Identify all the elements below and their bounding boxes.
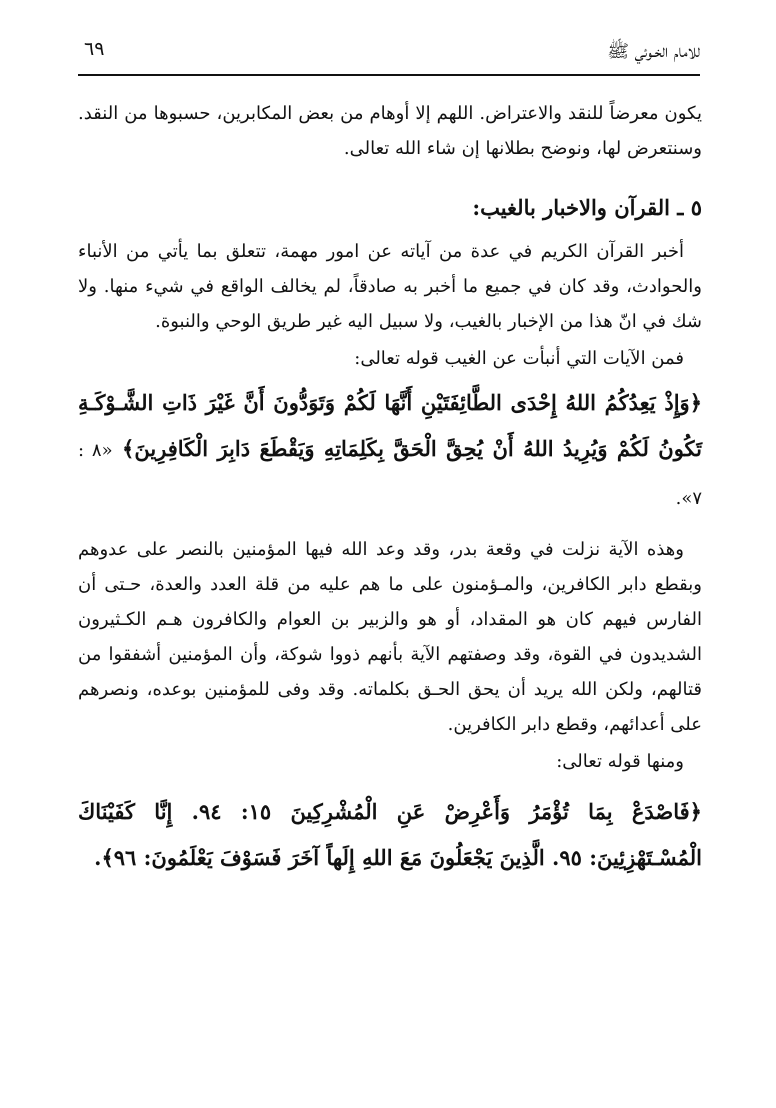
paragraph-lead-in-2: ومنها قوله تعالى:: [556, 751, 684, 772]
paragraph-continuation: يكون معرضاً للنقد والاعتراض. اللهم إلا أوهام من بعض المكابرين، حسبوها من النقد. وسنتعرض لها، ونوضح بطلانها إن شاء الله تعالى.: [78, 103, 702, 159]
verse-open-bracket: ﴿: [689, 390, 702, 415]
verse-1-text: وَإِذْ يَعِدُكُمُ اللهُ إِحْدَى الطَّائِفَتَيْنِ أَنَّهَا لَكُمْ وَتَوَدُّونَ أَنَّ غَيْرَ ذَاتِ الشَّـوْكَـةِ تَكُونُ لَكُمْ وَيُرِيدُ اللهُ أَنْ يُحِقَّ الْحَقَّ بِكَلِمَاتِهِ وَيَقْطَعَ دَابِرَ الْكَافِرِينَ: [78, 390, 702, 461]
paragraph-intro: أخبر القرآن الكريم في عدة من آياته عن امور مهمة، تتعلق بما يأتي من الأنباء والحوادث، وقد كان في جميع ما أخبر به صادقاً، لم يخالف الواقع في شيء منها. ولا شك في انّ هذا من الإخبار بالغيب، ولا سبيل اليه غير طريق الوحي والنبوة.: [78, 241, 702, 332]
page-body: [78, 96, 702, 887]
paragraph-commentary: وهذه الآية نزلت في وقعة بدر، وقد وعد الله فيها المؤمنين بالنصر على عدوهم وبقطع دابر الكافرين، والمـؤمنون على ما هم عليه من قلة العدد والعدة، حـتى أن الفارس فيهم كان هو المقداد، أو هو والزبير بن العوام والكافرون هـم الكـثيرون الشديدون في القوة، وقد وصفتهم الآية بأنهم ذووا شوكة، وأن المؤمنين أشفقوا من قتالهم، ولكن الله يريد أن يحق الحـق بكلماته. وقد وفى للمؤمنين بوعده، ونصرهم على أعدائهم، وقطع دابر الكافرين.: [78, 539, 702, 735]
verse-close-bracket: ﴾.: [94, 845, 114, 870]
verse-1-reference: «٨ : ٧».: [78, 440, 702, 509]
page-header: [78, 30, 700, 76]
paragraph-lead-in: فمن الآيات التي أنبأت عن الغيب قوله تعالى:: [354, 348, 684, 369]
page-number: ٦٩: [84, 38, 105, 60]
running-title: للامام الخـوئي ﷺ: [607, 41, 700, 62]
quran-verse-1: [78, 380, 702, 522]
verse-2-text: فَاصْدَعْ بِمَا تُؤْمَرُ وَأَعْرِضْ عَنِ الْمُشْرِكِينَ ١٥: ٩٤. إِنَّا كَفَيْنَاكَ الْمُسْـتَهْزِئِينَ: ٩٥. الَّذِينَ يَجْعَلُونَ مَعَ اللهِ إِلَهاً آخَرَ فَسَوْفَ يَعْلَمُونَ: ٩٦: [78, 799, 702, 870]
verse-open-bracket: ﴿: [689, 799, 702, 824]
verse-close-bracket: ﴾: [122, 436, 135, 461]
section-heading: ٥ ـ القرآن والاخبار بالغيب:: [472, 195, 702, 220]
quran-verse-2: [78, 789, 702, 881]
